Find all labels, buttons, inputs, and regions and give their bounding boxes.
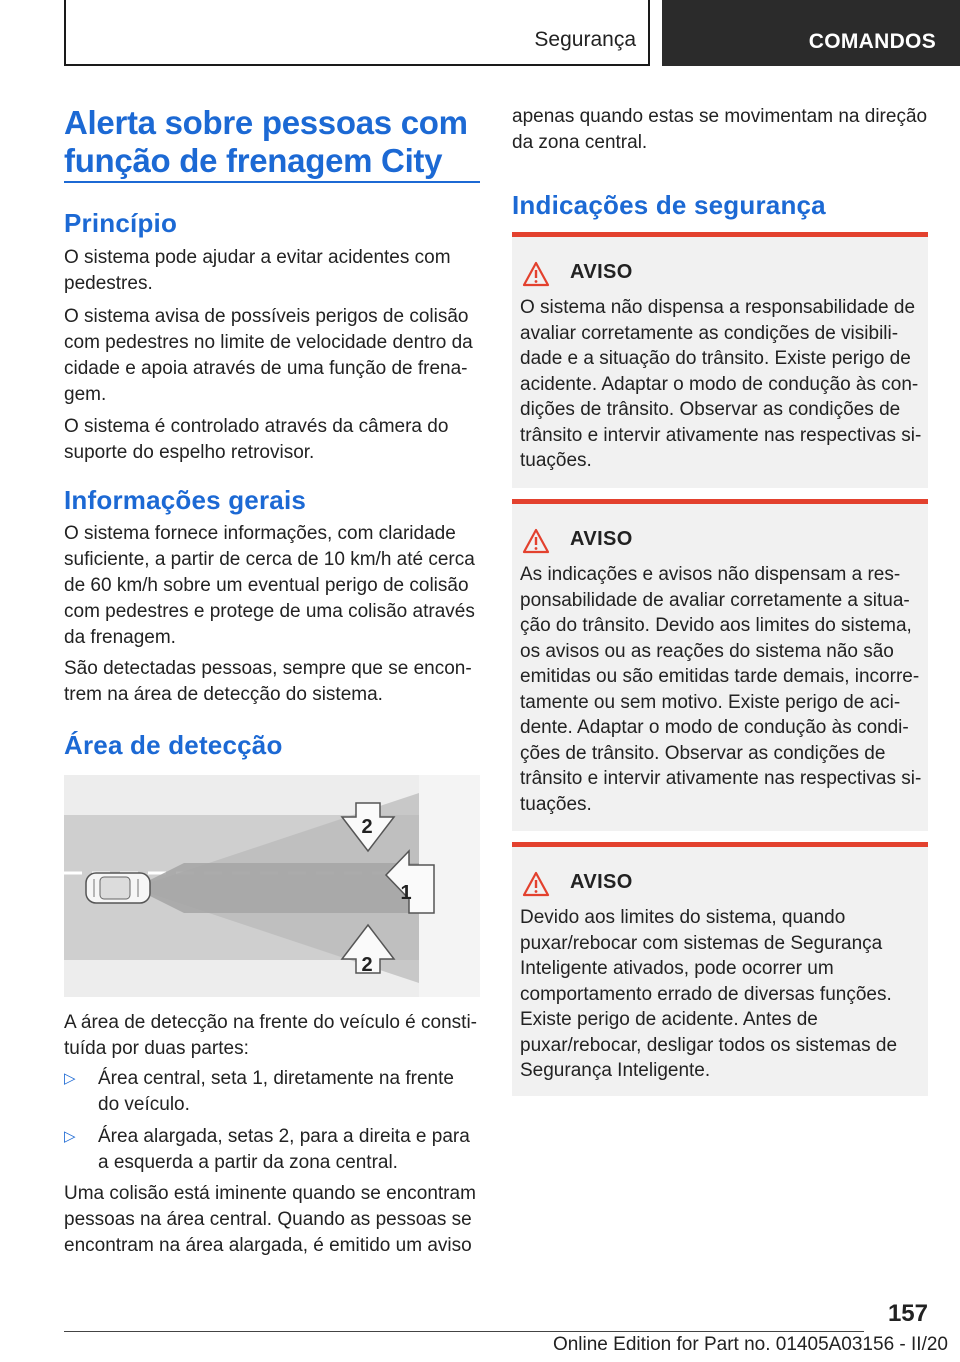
heading-principle: Princípio xyxy=(64,208,178,238)
principle-paragraph-2: O sistema avisa de possíveis perigos de colisão com pedestres no limite de velocidade dentro da cidade e apoia através de uma função de frenagem. xyxy=(64,306,473,405)
header-frame xyxy=(64,0,650,66)
principle-paragraph-1: O sistema pode ajudar a evitar acidentes com pedestres. xyxy=(64,247,451,294)
page-header xyxy=(0,0,960,66)
list-item xyxy=(64,1124,480,1176)
detection-paragraph-1: A área de detecção na frente do veículo é constituída por duas partes: xyxy=(64,1012,477,1059)
detection-area-figure xyxy=(64,775,480,997)
page-title: Alerta sobre pessoas com função de frenagem City xyxy=(64,104,468,179)
warning-label: AVISO xyxy=(570,261,633,283)
figure-label-1: 1 xyxy=(400,882,412,904)
header-chapter-tab xyxy=(662,0,960,66)
warning-box-2 xyxy=(512,499,928,831)
warning-box-3 xyxy=(512,842,928,1096)
title-rule xyxy=(64,181,480,183)
header-chapter: COMANDOS xyxy=(808,30,936,53)
warning-triangle-icon xyxy=(522,871,550,897)
footer-rule xyxy=(64,1331,864,1332)
warning-text: As indicações e avisos não dispensam a responsabilidade de avaliar corretamente a situação do trânsito. Devido aos limites do sistema, os avisos ou as reações do sistema não são emitidas ou são emitidas tarde demais, incorretamente ou sem motivo. Existe perigo de acidente. Adaptar o modo de condução às condições de trânsito. Observar as condições de trânsito e intervir ativamente nas respectivas situações. xyxy=(520,564,922,815)
header-section: Segurança xyxy=(534,28,636,51)
warning-text: O sistema não dispensa a responsabilidade de avaliar corretamente as condições de visibilidade e a situação do trânsito. Existe perigo de acidente. Adaptar o modo de condução às condições de trânsito. Observar as condições de trânsito e intervir ativamente nas respectivas situações. xyxy=(520,297,922,471)
continuation-paragraph: apenas quando estas se movimentam na direção da zona central. xyxy=(512,106,928,153)
heading-detection-area: Área de detecção xyxy=(64,730,283,760)
warning-label: AVISO xyxy=(570,871,633,893)
car-icon xyxy=(86,873,150,903)
warning-box-1 xyxy=(512,232,928,488)
warning-triangle-icon xyxy=(522,528,550,554)
principle-paragraph-3: O sistema é controlado através da câmera do suporte do espelho retrovisor. xyxy=(64,416,449,463)
figure-label-2-top: 2 xyxy=(361,816,373,838)
list-item-text: Área alargada, setas 2, para a direita e para a esquerda a partir da zona central. xyxy=(98,1126,470,1173)
warning-label: AVISO xyxy=(570,528,633,550)
list-item xyxy=(64,1066,480,1118)
general-paragraph-1: O sistema fornece informações, com claridade suficiente, a partir de cerca de 10 km/h até cerca de 60 km/h sobre um eventual perigo de colisão com pedestres e protege de uma colisão através da frenagem. xyxy=(64,523,475,648)
warning-triangle-icon xyxy=(522,261,550,287)
bullet-triangle-icon: ▷ xyxy=(64,1128,76,1145)
bullet-triangle-icon: ▷ xyxy=(64,1070,76,1087)
detection-paragraph-2: Uma colisão está iminente quando se encontram pessoas na área central. Quando as pessoas se encontram na área alargada, é emitido um aviso xyxy=(64,1183,476,1256)
heading-safety: Indicações de segurança xyxy=(512,190,826,220)
heading-general-info: Informações gerais xyxy=(64,485,307,515)
edition-note: Online Edition for Part no. 01405A03156 - II/20 xyxy=(552,1334,948,1355)
general-paragraph-2: São detectadas pessoas, sempre que se encontrem na área de detecção do sistema. xyxy=(64,658,472,705)
figure-label-2-bottom: 2 xyxy=(361,954,373,976)
detection-area-illustration xyxy=(64,775,480,997)
list-item-text: Área central, seta 1, diretamente na frente do veículo. xyxy=(98,1068,454,1115)
warning-text: Devido aos limites do sistema, quando puxar/rebocar com sistemas de Segurança Inteligente ativados, pode ocorrer um comportamento errado de diversas funções. Existe perigo de acidente. Antes de puxar/rebocar, desligar todos os sistemas de Segurança Inteligente. xyxy=(520,907,898,1081)
page-number: 157 xyxy=(887,1300,928,1327)
